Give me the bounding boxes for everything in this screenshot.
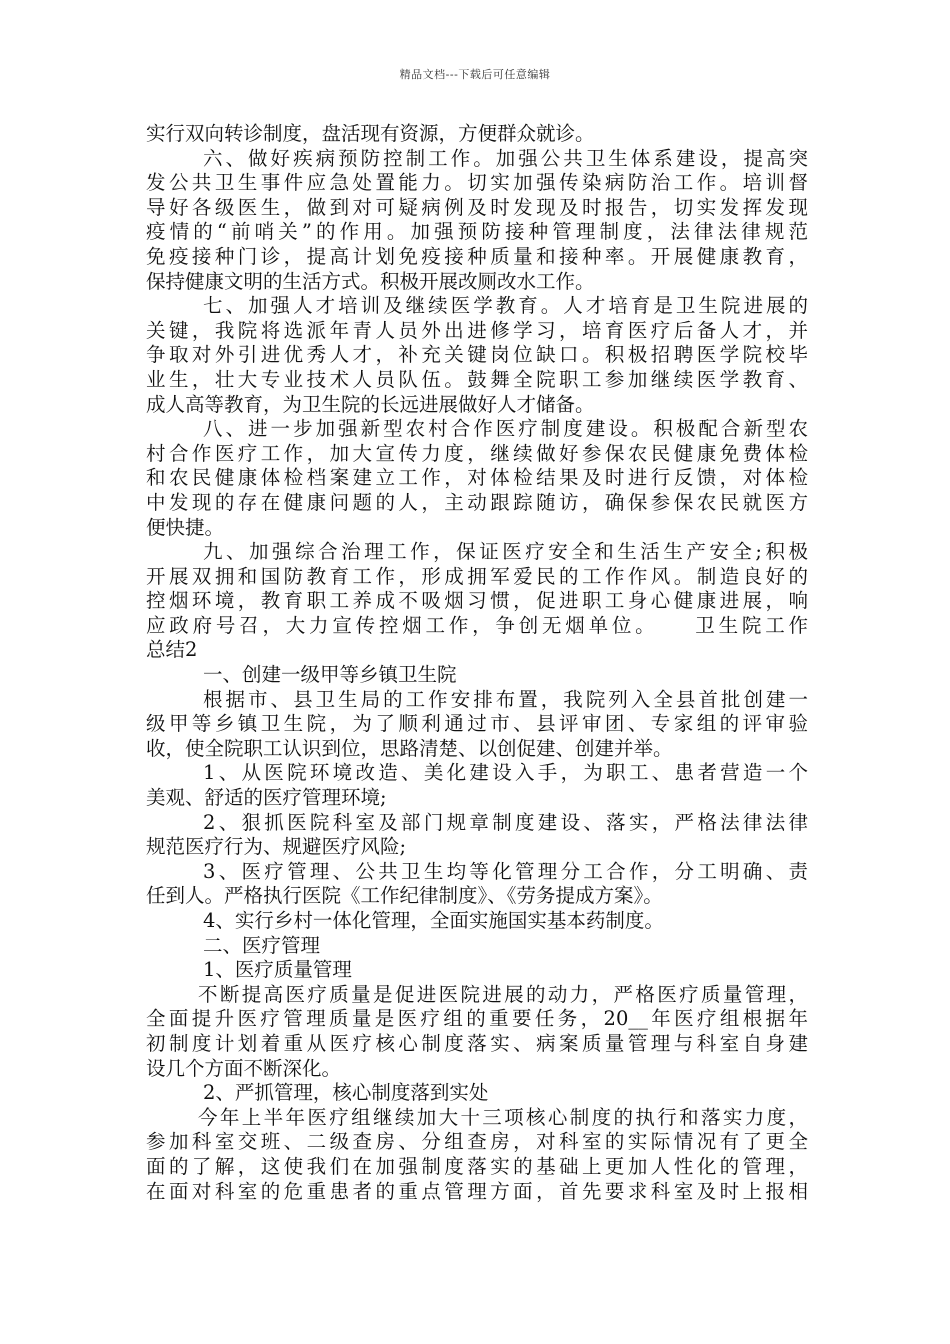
text-line: 实行双向转诊制度，盘活现有资源，方便群众就诊。 — [146, 122, 595, 145]
text-line: 面的了解，这使我们在加强制度落实的基础上更加人性化的管理， — [146, 1154, 808, 1178]
text-line: 免疫接种门诊，提高计划免疫接种质量和接种率。开展健康教育， — [146, 244, 808, 268]
text-line: 二、医疗管理 — [203, 933, 321, 957]
text-line: 收，使全院职工认识到位，思路清楚、以创促建、创建并举。 — [146, 736, 673, 760]
text-line: 应政府号召，大力宣传控烟工作，争创无烟单位。 卫生院工作 — [146, 613, 808, 637]
text-line: 九、加强综合治理工作，保证医疗安全和生活生产安全;积极 — [203, 540, 808, 564]
text-line: 今年上半年医疗组继续加大十三项核心制度的执行和落实力度， — [198, 1105, 808, 1129]
text-line: 参加科室交班、二级查房、分组查房，对科室的实际情况有了更全 — [146, 1130, 808, 1154]
text-line: 便快捷。 — [146, 515, 225, 539]
text-line: 全面提升医疗管理质量是医疗组的重要任务，20__年医疗组根据年 — [146, 1007, 808, 1031]
text-line: 初制度计划着重从医疗核心制度落实、病案质量管理与科室自身建 — [146, 1031, 808, 1055]
text-line: 规范医疗行为、规避医疗风险; — [146, 835, 407, 859]
text-line: 级甲等乡镇卫生院，为了顺利通过市、县评审团、专家组的评审验 — [146, 712, 808, 736]
text-line: 争取对外引进优秀人才，补充关键岗位缺口。积极招聘医学院校毕 — [146, 343, 808, 367]
text-line: 根据市、县卫生局的工作安排布置，我院列入全县首批创建一 — [203, 687, 808, 711]
text-line: 任到人。严格执行医院《工作纪律制度》、《劳务提成方案》。 — [146, 884, 663, 908]
text-line: 在面对科室的危重患者的重点管理方面，首先要求科室及时上报相 — [146, 1179, 808, 1203]
text-line: 不断提高医疗质量是促进医院进展的动力，严格医疗质量管理， — [198, 982, 808, 1006]
text-line: 成人高等教育，为卫生院的长远进展做好人才储备。 — [146, 392, 595, 416]
text-line: 发公共卫生事件应急处置能力。切实加强传染病防治工作。培训督 — [146, 171, 808, 195]
text-line: 业生，壮大专业技术人员队伍。鼓舞全院职工参加继续医学教育、 — [146, 367, 808, 391]
document-body — [146, 122, 808, 1204]
text-line: 关键，我院将选派年青人员外出进修学习，培育医疗后备人才，并 — [146, 318, 808, 342]
text-line: 和农民健康体检档案建立工作，对体检结果及时进行反馈，对体检 — [146, 466, 808, 490]
text-line: 4、实行乡村一体化管理，全面实施国实基本药制度。 — [203, 909, 664, 932]
text-line: 控烟环境，教育职工养成不吸烟习惯，促进职工身心健康进展，响 — [146, 589, 808, 613]
text-line: 美观、舒适的医疗管理环境; — [146, 786, 387, 810]
page-header-watermark: 精品文档---下载后可任意编辑 — [399, 68, 551, 81]
text-line: 1、从医院环境改造、美化建设入手，为职工、患者营造一个 — [203, 761, 808, 785]
text-line: 1、医疗质量管理 — [203, 958, 352, 982]
text-line: 3、医疗管理、公共卫生均等化管理分工合作，分工明确、责 — [203, 859, 808, 883]
text-line: 2、狠抓医院科室及部门规章制度建设、落实，严格法律法律 — [203, 810, 808, 834]
text-line: 开展双拥和国防教育工作，形成拥军爱民的工作作风。制造良好的 — [146, 564, 808, 588]
text-line: 八、进一步加强新型农村合作医疗制度建设。积极配合新型农 — [203, 417, 808, 441]
text-line: 六、做好疾病预防控制工作。加强公共卫生体系建设，提高突 — [203, 146, 808, 170]
text-line: 2、严抓管理，核心制度落到实处 — [203, 1081, 489, 1105]
text-line: 中发现的存在健康问题的人，主动跟踪随访，确保参保农民就医方 — [146, 490, 808, 514]
text-line: 七、加强人才培训及继续医学教育。人才培育是卫生院进展的 — [203, 294, 808, 318]
text-line: 导好各级医生，做到对可疑病例及时发现及时报告，切实发挥发现 — [146, 195, 808, 219]
text-line: 总结2 — [146, 638, 198, 662]
text-line: 疫情的“前哨关”的作用。加强预防接种管理制度，法律法律规范 — [146, 220, 808, 244]
text-line: 设几个方面不断深化。 — [146, 1056, 342, 1080]
text-line: 一、创建一级甲等乡镇卫生院 — [203, 663, 457, 687]
text-line: 村合作医疗工作，加大宣传力度，继续做好参保农民健康免费体检 — [146, 441, 808, 465]
text-line: 保持健康文明的生活方式。积极开展改厕改水工作。 — [146, 269, 595, 293]
